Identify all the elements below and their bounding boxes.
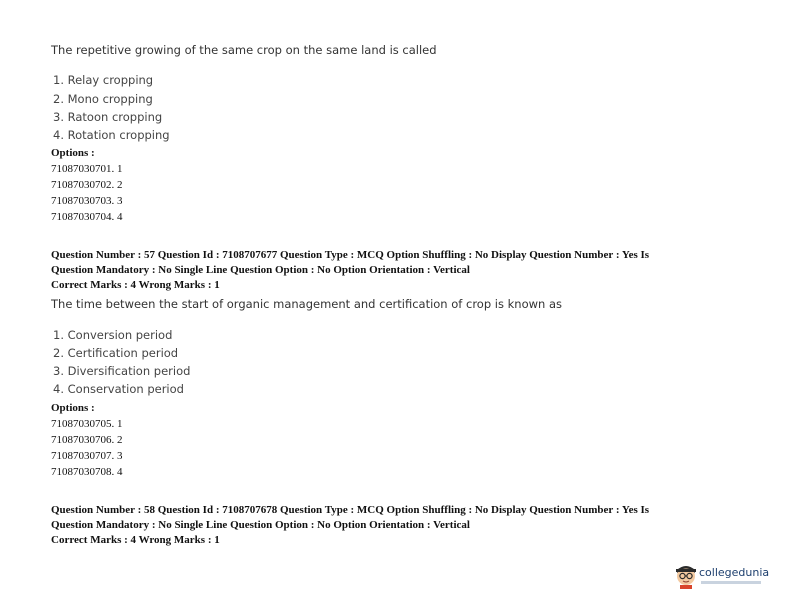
- question-56-option-id-3: 71087030703. 3: [51, 195, 123, 207]
- question-57-meta-line-1: Question Number : 57 Question Id : 7108707677 Question Type : MCQ Option Shuffling : No Display Question Number : Yes Is: [51, 249, 650, 261]
- mascot-icon: [675, 563, 697, 589]
- question-57-choice-3: 3. Diversification period: [53, 364, 191, 378]
- question-57-option-id-3: 71087030707. 3: [51, 450, 123, 462]
- question-56-option-id-2: 71087030702. 2: [51, 179, 123, 191]
- logo-wordmark: collegedunia: [699, 566, 770, 579]
- question-57-marks: Correct Marks : 4 Wrong Marks : 1: [51, 279, 220, 291]
- question-57-choice-4: 4. Conservation period: [53, 382, 184, 396]
- question-57-option-id-1: 71087030705. 1: [51, 418, 123, 430]
- question-57-options-label: Options :: [51, 402, 95, 414]
- question-56-choice-3: 3. Ratoon cropping: [53, 110, 163, 124]
- question-56-choice-2: 2. Mono cropping: [53, 92, 153, 106]
- question-56-text: The repetitive growing of the same crop on the same land is called: [51, 43, 437, 57]
- collegedunia-logo: [675, 563, 775, 593]
- question-57-text: The time between the start of organic management and certification of crop is known as: [51, 297, 562, 311]
- question-57-option-id-4: 71087030708. 4: [51, 466, 123, 478]
- question-56-choice-4: 4. Rotation cropping: [53, 128, 170, 142]
- question-56-option-id-1: 71087030701. 1: [51, 163, 123, 175]
- question-58-meta-line-1: Question Number : 58 Question Id : 7108707678 Question Type : MCQ Option Shuffling : No Display Question Number : Yes Is: [51, 504, 650, 516]
- logo-tagline-bar: [701, 581, 761, 584]
- question-58-meta-line-2: Question Mandatory : No Single Line Question Option : No Option Orientation : Vertical: [51, 519, 470, 531]
- question-56-option-id-4: 71087030704. 4: [51, 211, 123, 223]
- question-57-choice-2: 2. Certification period: [53, 346, 179, 360]
- question-56-options-label: Options :: [51, 147, 95, 159]
- question-57-meta-line-2: Question Mandatory : No Single Line Question Option : No Option Orientation : Vertical: [51, 264, 470, 276]
- question-58-marks: Correct Marks : 4 Wrong Marks : 1: [51, 534, 220, 546]
- question-56-choice-1: 1. Relay cropping: [53, 73, 154, 87]
- question-57-choice-1: 1. Conversion period: [53, 328, 173, 342]
- question-57-option-id-2: 71087030706. 2: [51, 434, 123, 446]
